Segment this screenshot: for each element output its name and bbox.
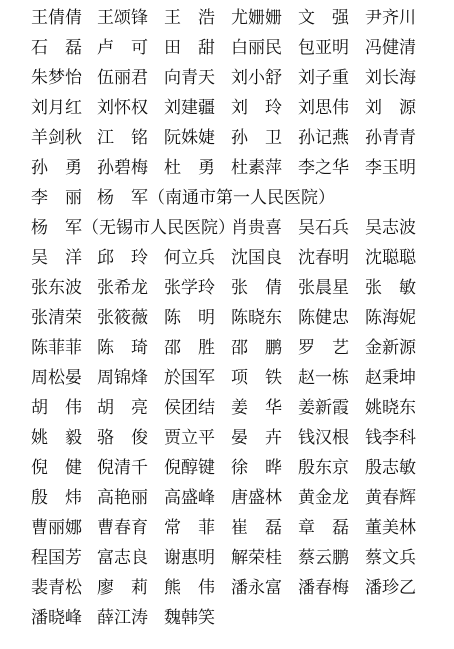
name-entry: 刘建疆	[164, 98, 215, 118]
name-entry: 孙 勇	[31, 158, 82, 178]
name-row	[0, 608, 454, 638]
name-entry: 周松晏	[31, 368, 82, 388]
name-entry: 晏 卉	[231, 428, 282, 448]
name-entry: 姚晓东	[365, 398, 416, 418]
name-entry: 胡 亮	[97, 398, 148, 418]
name-entry: 何立兵	[164, 248, 215, 268]
name-entry: 邵 胜	[164, 338, 215, 358]
name-entry: 王倩倩	[31, 8, 82, 28]
name-row	[0, 158, 454, 188]
name-entry: 沈国良	[231, 248, 282, 268]
name-entry: 张筱薇	[97, 308, 148, 328]
name-entry: 蔡云鹏	[298, 548, 349, 568]
name-entry: 杨 军（无锡市人民医院）	[31, 218, 235, 238]
name-entry: 李之华	[298, 158, 349, 178]
name-entry: 周锦烽	[97, 368, 148, 388]
name-entry: 唐盛林	[231, 488, 282, 508]
name-entry: 解荣桂	[231, 548, 282, 568]
name-entry: 沈聪聪	[365, 248, 416, 268]
name-entry: 熊 伟	[164, 578, 215, 598]
name-entry: 姚 毅	[31, 428, 82, 448]
name-entry: 曹春育	[97, 518, 148, 538]
name-entry: 杜素萍	[231, 158, 282, 178]
name-entry: 倪 健	[31, 458, 82, 478]
name-entry: 项 铁	[231, 368, 282, 388]
name-row	[0, 458, 454, 488]
name-entry: 陈晓东	[231, 308, 282, 328]
name-entry: 张晨星	[298, 278, 349, 298]
name-entry: 文 强	[298, 8, 349, 28]
name-entry: 胡 伟	[31, 398, 82, 418]
name-entry: 潘晓峰	[31, 608, 82, 628]
name-entry: 董美林	[365, 518, 416, 538]
name-entry: 刘月红	[31, 98, 82, 118]
name-entry: 潘春梅	[298, 578, 349, 598]
name-entry: 章 磊	[298, 518, 349, 538]
name-entry: 吴石兵	[298, 218, 349, 238]
name-entry: 倪醇键	[164, 458, 215, 478]
name-entry: 张东波	[31, 278, 82, 298]
name-entry: 包亚明	[298, 38, 349, 58]
name-entry: 倪清千	[97, 458, 148, 478]
name-entry: 赵一栋	[298, 368, 349, 388]
name-entry: 殷 炜	[31, 488, 82, 508]
name-row	[0, 68, 454, 98]
name-entry: 尤姗姗	[231, 8, 282, 28]
name-entry: 张 敏	[365, 278, 416, 298]
name-entry: 朱梦怡	[31, 68, 82, 88]
name-entry: 杨 军（南通市第一人民医院）	[97, 188, 335, 208]
name-entry: 高盛峰	[164, 488, 215, 508]
name-entry: 冯健清	[365, 38, 416, 58]
name-entry: 向青天	[164, 68, 215, 88]
name-entry: 程国芳	[31, 548, 82, 568]
name-entry: 肖贵喜	[231, 218, 282, 238]
name-entry: 张 倩	[231, 278, 282, 298]
name-entry: 杜 勇	[164, 158, 215, 178]
name-row	[0, 428, 454, 458]
name-entry: 廖 莉	[97, 578, 148, 598]
name-entry: 姜新霞	[298, 398, 349, 418]
name-entry: 曹丽娜	[31, 518, 82, 538]
name-entry: 孙记燕	[298, 128, 349, 148]
name-entry: 贾立平	[164, 428, 215, 448]
name-row	[0, 548, 454, 578]
name-entry: 张希龙	[97, 278, 148, 298]
name-row	[0, 398, 454, 428]
name-entry: 黄金龙	[298, 488, 349, 508]
name-entry: 魏韩笑	[164, 608, 215, 628]
name-row	[0, 248, 454, 278]
name-entry: 邱 玲	[97, 248, 148, 268]
name-row	[0, 488, 454, 518]
name-entry: 薛江涛	[97, 608, 148, 628]
name-entry: 富志良	[97, 548, 148, 568]
name-entry: 陈 琦	[97, 338, 148, 358]
name-entry: 陈 明	[164, 308, 215, 328]
name-entry: 吴志波	[365, 218, 416, 238]
name-row	[0, 308, 454, 338]
name-entry: 刘 玲	[231, 98, 282, 118]
name-entry: 卢 可	[97, 38, 148, 58]
name-entry: 刘长海	[365, 68, 416, 88]
name-entry: 陈健忠	[298, 308, 349, 328]
name-row	[0, 218, 454, 248]
name-entry: 徐 晔	[231, 458, 282, 478]
name-entry: 陈菲菲	[31, 338, 82, 358]
name-row	[0, 368, 454, 398]
name-entry: 孙碧梅	[97, 158, 148, 178]
name-entry: 骆 俊	[97, 428, 148, 448]
name-entry: 沈春明	[298, 248, 349, 268]
name-entry: 白丽民	[231, 38, 282, 58]
name-entry: 侯团结	[164, 398, 215, 418]
name-row	[0, 128, 454, 158]
name-entry: 殷志敏	[365, 458, 416, 478]
name-row	[0, 188, 454, 218]
name-entry: 邵 鹏	[231, 338, 282, 358]
name-entry: 吴 洋	[31, 248, 82, 268]
name-entry: 刘 源	[365, 98, 416, 118]
name-entry: 张清荣	[31, 308, 82, 328]
name-entry: 常 菲	[164, 518, 215, 538]
name-entry: 裴青松	[31, 578, 82, 598]
name-entry: 於国军	[164, 368, 215, 388]
name-entry: 黄春辉	[365, 488, 416, 508]
name-entry: 孙 卫	[231, 128, 282, 148]
name-entry: 赵秉坤	[365, 368, 416, 388]
name-entry: 李玉明	[365, 158, 416, 178]
name-row	[0, 98, 454, 128]
name-entry: 金新源	[365, 338, 416, 358]
name-entry: 伍丽君	[97, 68, 148, 88]
name-entry: 尹齐川	[365, 8, 416, 28]
name-entry: 高艳丽	[97, 488, 148, 508]
name-row	[0, 8, 454, 38]
name-entry: 江 铭	[97, 128, 148, 148]
name-entry: 阮姝婕	[164, 128, 215, 148]
name-row	[0, 38, 454, 68]
name-entry: 刘思伟	[298, 98, 349, 118]
name-row	[0, 338, 454, 368]
name-entry: 张学玲	[164, 278, 215, 298]
name-entry: 孙青青	[365, 128, 416, 148]
name-entry: 殷东京	[298, 458, 349, 478]
name-entry: 王颂锋	[97, 8, 148, 28]
name-entry: 谢惠明	[164, 548, 215, 568]
name-entry: 李 丽	[31, 188, 82, 208]
name-row	[0, 578, 454, 608]
name-entry: 潘永富	[231, 578, 282, 598]
name-entry: 羊剑秋	[31, 128, 82, 148]
name-entry: 陈海妮	[365, 308, 416, 328]
name-entry: 石 磊	[31, 38, 82, 58]
name-entry: 刘怀权	[97, 98, 148, 118]
name-entry: 田 甜	[164, 38, 215, 58]
name-entry: 钱李科	[365, 428, 416, 448]
name-entry: 潘珍乙	[365, 578, 416, 598]
name-entry: 罗 艺	[298, 338, 349, 358]
name-row	[0, 278, 454, 308]
name-entry: 崔 磊	[231, 518, 282, 538]
name-entry: 刘子重	[298, 68, 349, 88]
name-entry: 蔡文兵	[365, 548, 416, 568]
name-entry: 钱汉根	[298, 428, 349, 448]
name-entry: 王 浩	[164, 8, 215, 28]
name-entry: 刘小舒	[231, 68, 282, 88]
name-entry: 姜 华	[231, 398, 282, 418]
name-row	[0, 518, 454, 548]
